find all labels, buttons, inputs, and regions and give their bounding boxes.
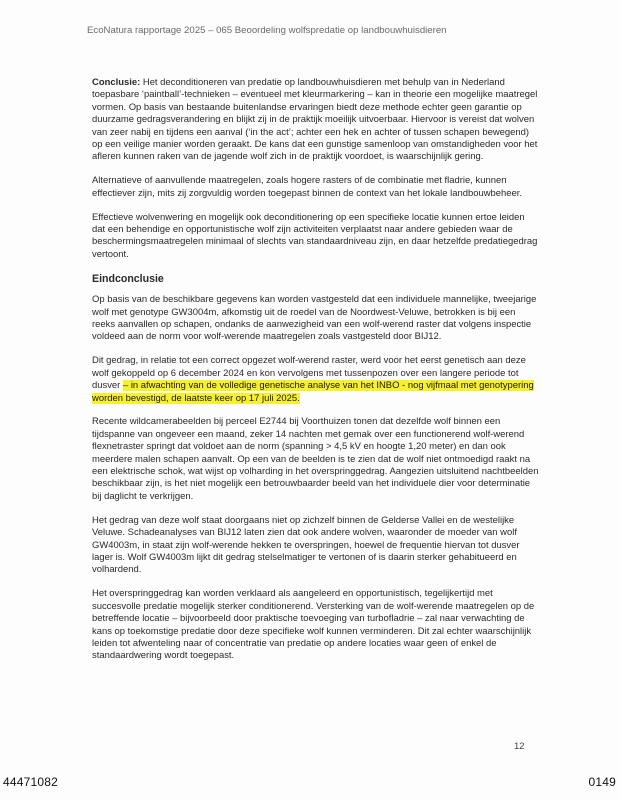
paragraph-genetische-koppeling-text: Dit gedrag, in relatie tot een correct opgezet wolf-werend raster, werd voor het eerst genetisch aan deze wolf gekoppeld op 6 december 2024 en kon vervolgens met tussenpozen over een langere periode tot dusver	[92, 355, 526, 392]
paragraph-genotype: Op basis van de beschikbare gegevens kan worden vastgesteld dat een individuele mannelijke, tweejarige wolf met genotype GW3004m, afkomstig uit de roedel van de Noordwest-Veluwe, betrokken is bij een reeks aanvallen op schapen, ondanks de aanwezigheid van een wolf-werend raster dat volgens inspectie voldeed aan de norm voor wolf-werende maatregelen zoals vastgesteld door BIJ12.	[92, 294, 537, 343]
paragraph-overspringgedrag: Het overspringgedrag kan worden verklaard als aangeleerd en opportunistisch, tegelijkertijd met succesvolle predatie mogelijk sterker conditionerend. Versterking van de wolf-werende maatregelen op de betreffende locatie – bijvoorbeeld door praktische toevoeging van turbofladrie – zal naar verwachting de kans op toekomstige predatie door deze specifieke wolf kunnen verminderen. Dit zal echter waarschijnlijk leiden tot afwenteling naar of concentratie van predatie op andere locaties waar geen of enkel de standaardwering wordt toegepast.	[92, 588, 535, 662]
paragraph-alternatieve-maatregelen: Alternatieve of aanvullende maatregelen, zoals hogere rasters of de combinatie met fladrie, kunnen effectiever zijn, mits zij zorgvuldig worden toegepast binnen de context van het lokale landbouwbeheer.	[92, 175, 523, 199]
document-body	[92, 77, 540, 674]
conclusie-text: Het deconditioneren van predatie op landbouwhuisdieren met behulp van in Nederland toepasbare ‘paintball’-technieken – eventueel met kleurmarkering – kan in theorie een mogelijke maatregel vormen. Op basis van bestaande buitenlandse ervaringen biedt deze methode echter geen garantie op duurzame gedragsverandering en blijkt zij in de praktijk moeilijk uitvoerbaar. Hiervoor is vereist dat wolven van zeer nabij en tijdens een aanval (‘in the act’; achter een hek en achter of tussen schapen bewegend) op een veilige manier worden geraakt. De kans dat een gunstige samenloop van omstandigheden voor het afleren kunnen raken van de jagende wolf zich in de praktijk voordoet, is waarschijnlijk gering.	[92, 77, 538, 163]
paragraph-gelderse-vallei: Het gedrag van deze wolf staat doorgaans niet op zichzelf binnen de Gelderse Vallei en de westelijke Veluwe. Schadeanalyses van BIJ12 laten zien dat ook andere wolven, waaronder de moeder van wolf GW4003m, in staat zijn wolf-werende hekken te overspringen, hoewel de frequentie hiervan tot dusver lager is. Wolf GW4003m lijkt dit gedrag stelselmatiger te vertonen of is daarin sterker gehabitueerd en volhardend.	[92, 514, 520, 576]
page-number: 12	[514, 741, 525, 752]
conclusie-label: Conclusie:	[92, 77, 141, 88]
paragraph-genetische-koppeling	[92, 355, 540, 405]
highlighted-text: – in afwachting van de volledige genetische analyse van het INBO - nog vijfmaal met genotypering worden bevestigd, de laatste keer op 17 juli 2025.	[92, 380, 534, 404]
document-id-left: 44471082	[3, 775, 58, 789]
paragraph-wolvenwering: Effectieve wolvenwering en mogelijk ook deconditionering op een specifieke locatie kunnen ertoe leiden dat een behendige en opportunistische wolf zijn activiteiten verplaatst naar andere gebieden waar de beschermingsmaatregelen minimaal of slechts van standaardniveau zijn, en daar hetzelfde predatiegedrag vertoont.	[92, 211, 538, 260]
paragraph-wildcamerabeelden: Recente wildcamerabeelden bij perceel E2744 bij Voorthuizen tonen dat dezelfde wolf binnen een tijdspanne van ongeveer een maand, zeker 14 nachten met gemak over een functionerend wolf-werend flexnetraster springt dat voldoet aan de norm (spanning > 4,5 kV en hoogte 1,20 meter) en dan ook meerdere malen schapen aanvalt. Op een van de beelden is te zien dat de wolf niet ontmoedigd raakt na een elektrische schok, wat wijst op volharding in het overspringgedrag. Aangezien uitsluitend nachtbeelden beschikbaar zijn, is het niet mogelijk een betrouwbaarder beeld van het individuele dier voor determinatie bij daglicht te verkrijgen.	[92, 416, 539, 502]
paragraph-conclusie	[92, 77, 540, 164]
section-heading-eindconclusie: Eindconclusie	[92, 272, 164, 285]
document-id-right: 0149	[588, 775, 616, 789]
running-header: EcoNatura rapportage 2025 – 065 Beoordeling wolfspredatie op landbouwhuisdieren	[87, 25, 447, 36]
